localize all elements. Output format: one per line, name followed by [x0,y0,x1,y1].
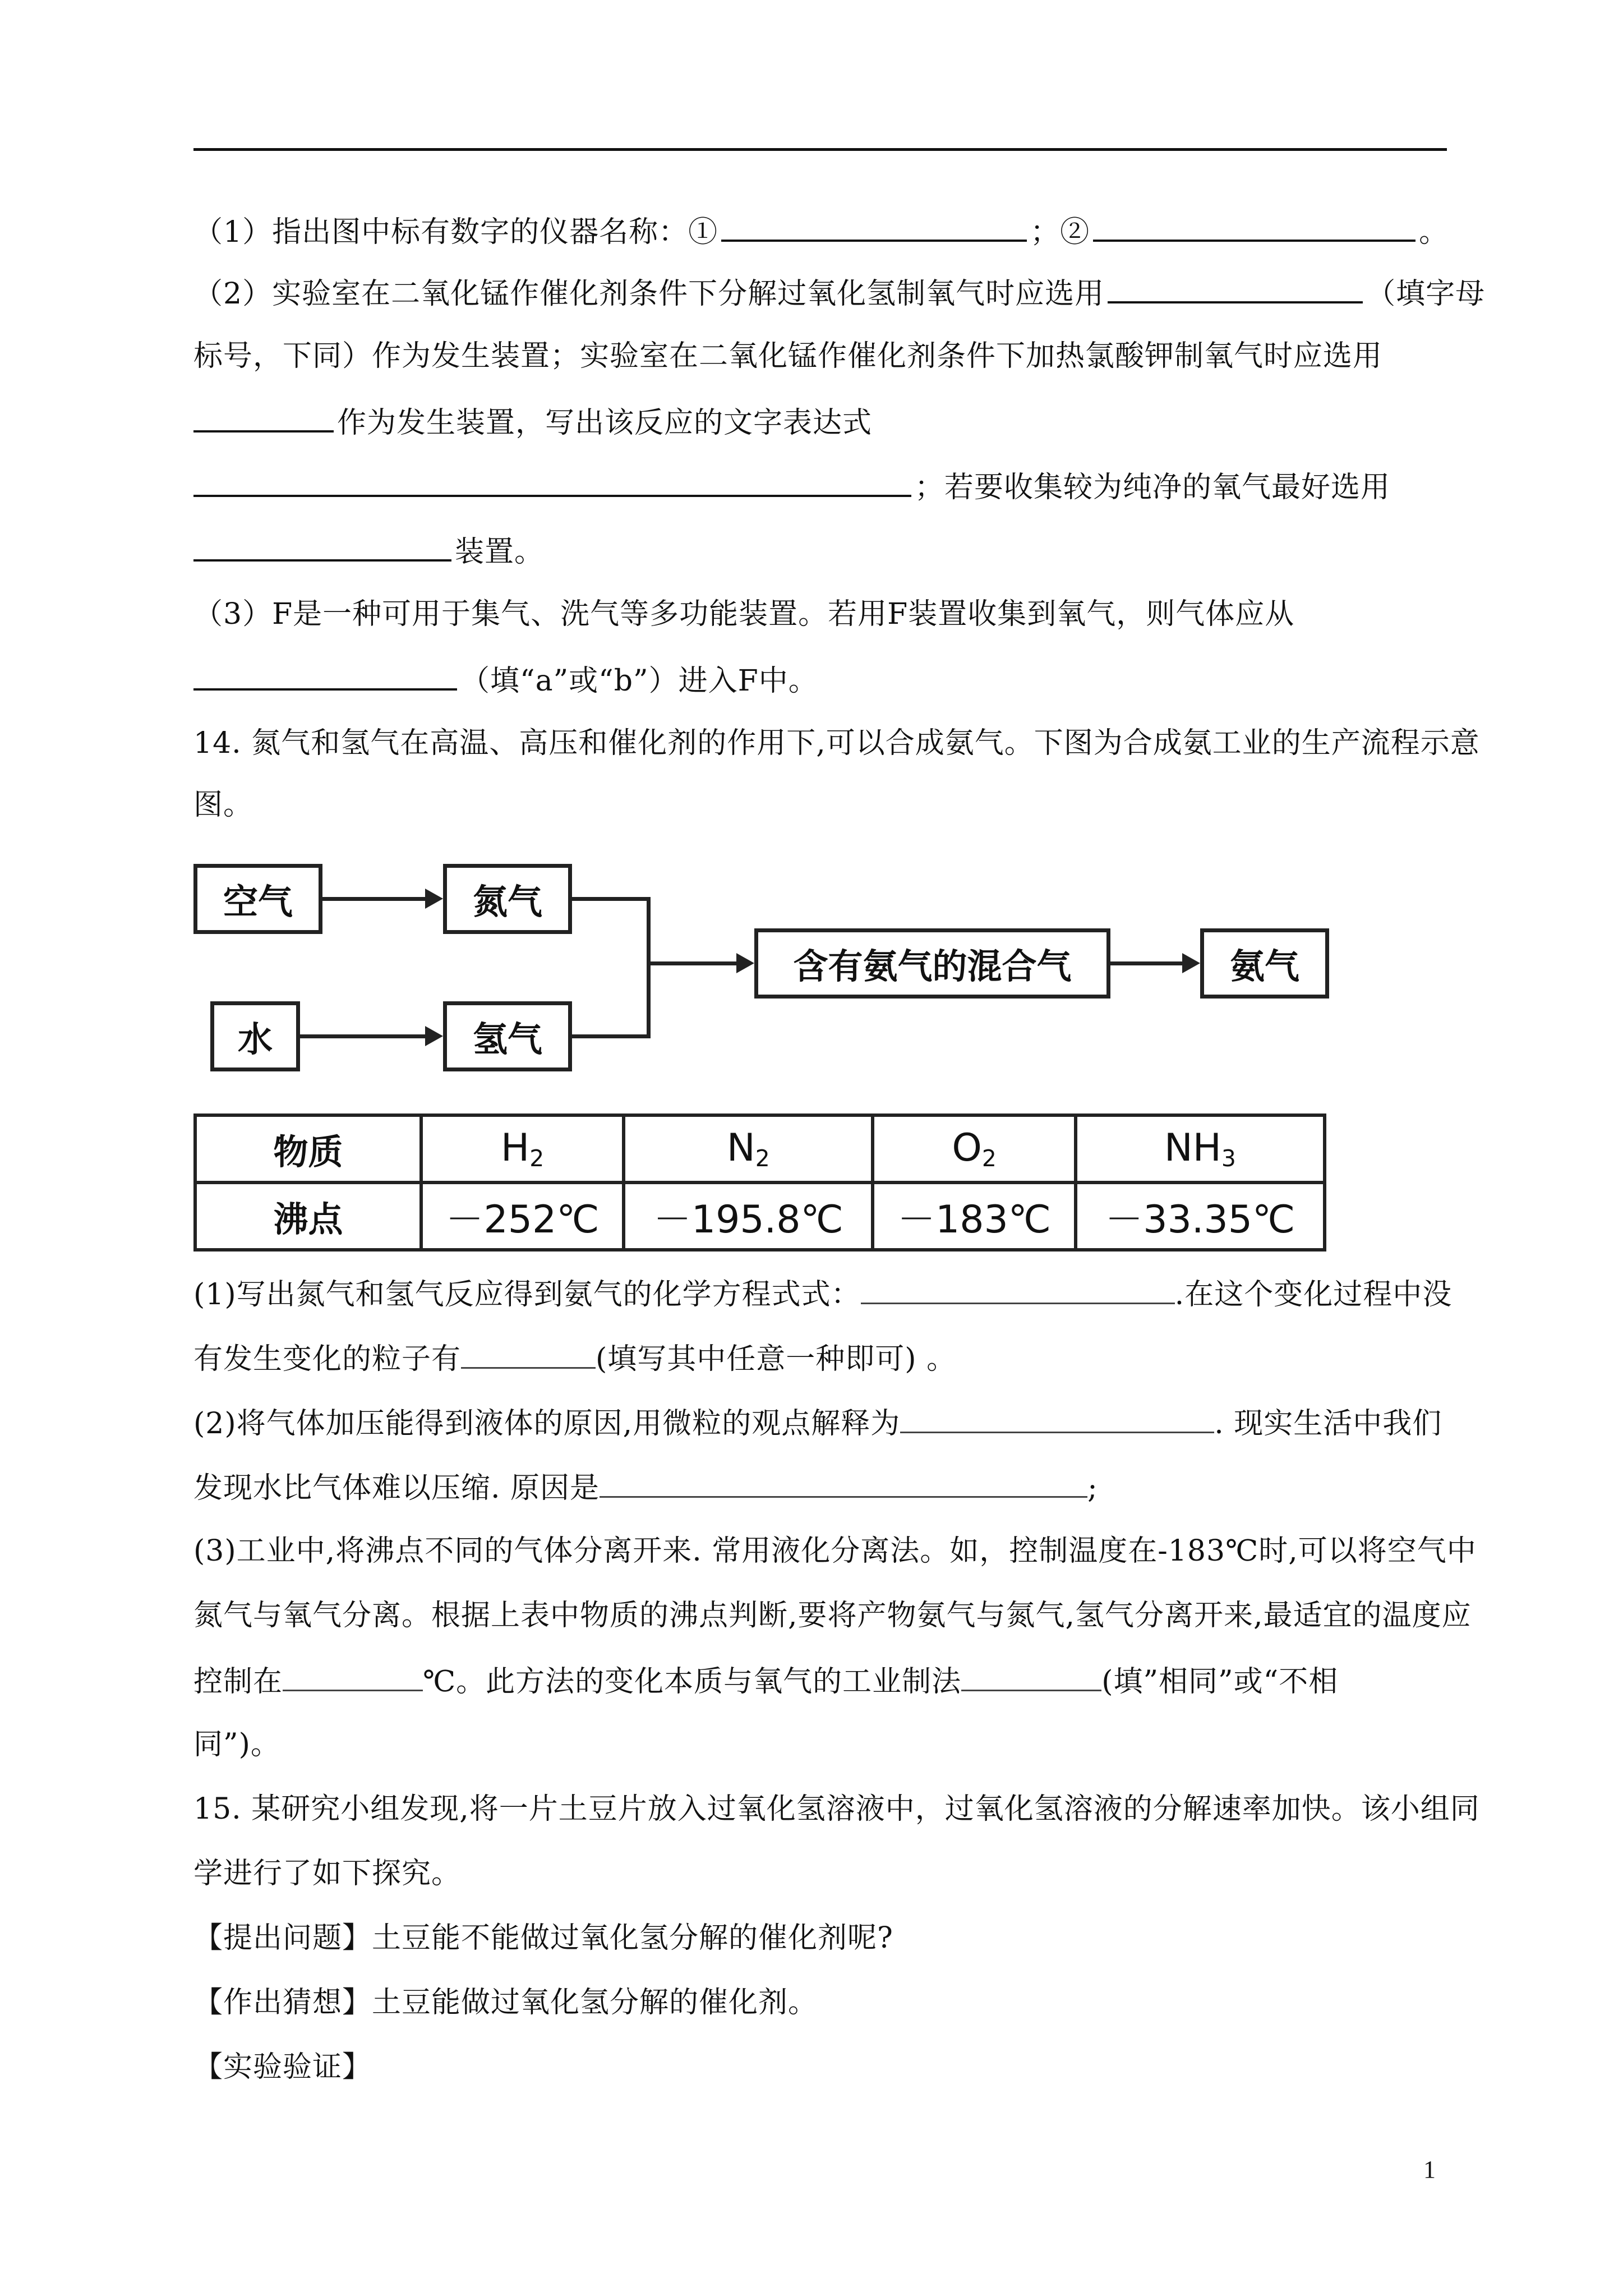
q14-sub2-post: . 现实生活中我们 [1214,1407,1442,1441]
q13-part2-line3-text: 作为发生装置，写出该反应的文字表达式 [337,406,873,440]
q14-sub3-line4 [193,1725,1461,1764]
arrow-head-icon [425,1026,443,1046]
q13-part2-line1 [193,272,1486,314]
q15-line1 [193,1789,1480,1829]
q13-part1-mid: ；② [1030,215,1090,249]
q14-sub1-line2-text: 有发生变化的粒子有 [193,1342,462,1376]
q14-sub3-line4-text: 同”)。 [193,1728,280,1761]
q14-sub3-line2-text: 氮气与氧气分离。根据上表中物质的沸点判断,要将产物氨气与氮气,氢气分离开来,最适宜的温度应 [193,1599,1472,1632]
q14-sub1-post: .在这个变化过程中没 [1174,1278,1453,1312]
q13-part2-post: （填字母 [1366,277,1486,311]
q15-hypothesis [193,1983,1461,2022]
table-cell-bp-o2: －183℃ [873,1182,1075,1250]
table-cell-h2: $H_2$ [421,1115,624,1182]
table-cell-nh3: $NH_3$ [1076,1115,1325,1182]
q14-intro-text-2: 图。 [193,788,253,822]
answer-blank-6[interactable] [193,530,451,562]
q13-part2-line5-text: 装置。 [455,535,545,569]
answer-blank-3[interactable] [1108,272,1363,303]
answer-blank-7[interactable] [193,659,457,691]
q14-sub2-line2-text: 发现水比气体难以压缩. 原因是 [193,1471,600,1505]
q13-part3-line1 [193,595,1461,634]
table-cell-bp-h2: －252℃ [421,1182,624,1250]
answer-blank-4[interactable] [193,401,334,432]
q14-sub3-line3-mid: ℃。此方法的变化本质与氧气的工业制法 [423,1665,962,1699]
q13-part3-text: （3）F是一种可用于集气、洗气等多功能装置。若用F装置收集到氧气，则气体应从 [193,597,1295,631]
flow-line-merge [647,897,651,1038]
q13-part2-text: （2）实验室在二氧化锰作催化剂条件下分解过氧化氢制氧气时应选用 [193,277,1105,311]
q14-sub2-text: (2)将气体加压能得到液体的原因,用微粒的观点解释为 [193,1407,901,1441]
table-cell-o2: $O_2$ [873,1115,1075,1182]
q13-part1-text: （1）指出图中标有数字的仪器名称：① [193,215,718,249]
table-cell-bp-n2: －195.8℃ [624,1182,873,1250]
flow-box-water: 水 [210,1001,300,1071]
arrow-head-icon [736,953,754,973]
flow-line-to-mixture [651,961,737,965]
q13-part2-line2-text: 标号，下同）作为发生装置；实验室在二氧化锰作催化剂条件下加热氯酸钾制氧气时应选用 [193,339,1383,373]
answer-blank-11[interactable] [600,1467,1087,1498]
q14-intro-line2 [193,785,1461,825]
q13-part2-line4-text: ；若要收集较为纯净的氧气最好选用 [915,471,1391,504]
answer-blank-8[interactable] [861,1273,1175,1304]
ammonia-process-flowchart [193,853,1338,1088]
flow-line-nitrogen-out [572,897,651,901]
table-header-substance: 物质 [195,1115,421,1182]
q15-text-2: 学进行了如下探究。 [193,1857,462,1890]
q13-part3-line2-text: （填“a”或“b”）进入F中。 [460,664,818,698]
q14-sub3-text: (3)工业中,将沸点不同的气体分离开来. 常用液化分离法。如，控制温度在-183℃时,可以将空气中 [193,1534,1477,1568]
q14-sub3-line2 [193,1596,1472,1635]
q14-sub2-line2 [193,1467,1461,1508]
q14-sub1-line2 [193,1338,1461,1379]
q14-sub1-text: (1)写出氮气和氢气反应得到氨气的化学方程式式： [193,1278,861,1312]
q14-sub3-line1 [193,1531,1477,1571]
q15-verification [193,2047,1461,2087]
q14-sub2-line1 [193,1402,1461,1443]
header-rule [193,148,1447,151]
arrow-head-icon [425,889,443,909]
table-cell-bp-nh3: －33.35℃ [1076,1182,1325,1250]
boiling-point-table [193,1114,1326,1251]
q15-line2 [193,1854,1461,1893]
q15-text: 15. 某研究小组发现,将一片土豆片放入过氧化氢溶液中，过氧化氢溶液的分解速率加快。该小组同 [193,1792,1480,1826]
q14-sub3-line3-text: 控制在 [193,1665,283,1699]
flow-box-ammonia: 氨气 [1200,928,1329,999]
answer-blank-13[interactable] [961,1660,1101,1691]
answer-blank-5[interactable] [193,466,911,497]
answer-blank-2[interactable] [1093,210,1415,242]
table-header-boiling-point: 沸点 [195,1182,421,1250]
q15-verification-text: 【实验验证】 [193,2050,372,2084]
answer-blank-1[interactable] [721,210,1027,242]
q14-intro-text: 14. 氮气和氢气在高温、高压和催化剂的作用下,可以合成氨气。下图为合成氨工业的生产流程示意 [193,726,1480,760]
q14-sub1-line2-post: (填写其中任意一种即可) 。 [596,1342,957,1376]
q14-sub3-line3-post: (填”相同”或“不相 [1101,1665,1339,1699]
flow-box-nitrogen: 氮气 [443,864,572,934]
flow-box-hydrogen: 氢气 [443,1001,572,1071]
q13-part2-line4 [193,466,1461,507]
page-number: 1 [1423,2156,1436,2183]
flow-line-air-nitrogen [322,897,426,901]
q13-part2-line2 [193,337,1461,376]
q13-part2-line3 [193,401,1461,443]
table-row [195,1182,1325,1250]
q14-sub1-line1 [193,1273,1461,1314]
table-cell-n2: $N_2$ [624,1115,873,1182]
q15-hypothesis-text: 【作出猜想】土豆能做过氧化氢分解的催化剂。 [193,1986,818,2019]
answer-blank-12[interactable] [283,1660,423,1691]
q13-part1 [193,210,1461,252]
q13-part2-line5 [193,530,1461,572]
answer-blank-9[interactable] [461,1338,596,1369]
flow-line-hydrogen-out [572,1034,651,1038]
q14-sub2-line2-post: ; [1087,1471,1098,1505]
arrow-head-icon [1182,953,1200,973]
flow-line-water-hydrogen [300,1034,426,1038]
q13-part1-end: 。 [1419,215,1449,249]
q13-part3-line2 [193,659,1461,701]
flow-line-to-ammonia [1110,961,1183,965]
q15-problem [193,1918,1461,1958]
q14-sub3-line3 [193,1660,1461,1701]
flow-box-mixture: 含有氨气的混合气 [754,928,1110,999]
answer-blank-10[interactable] [900,1402,1214,1433]
flow-box-air: 空气 [193,864,322,934]
q15-problem-text: 【提出问题】土豆能不能做过氧化氢分解的催化剂呢? [193,1921,893,1955]
table-row [195,1115,1325,1182]
q14-intro-line1 [193,724,1480,763]
